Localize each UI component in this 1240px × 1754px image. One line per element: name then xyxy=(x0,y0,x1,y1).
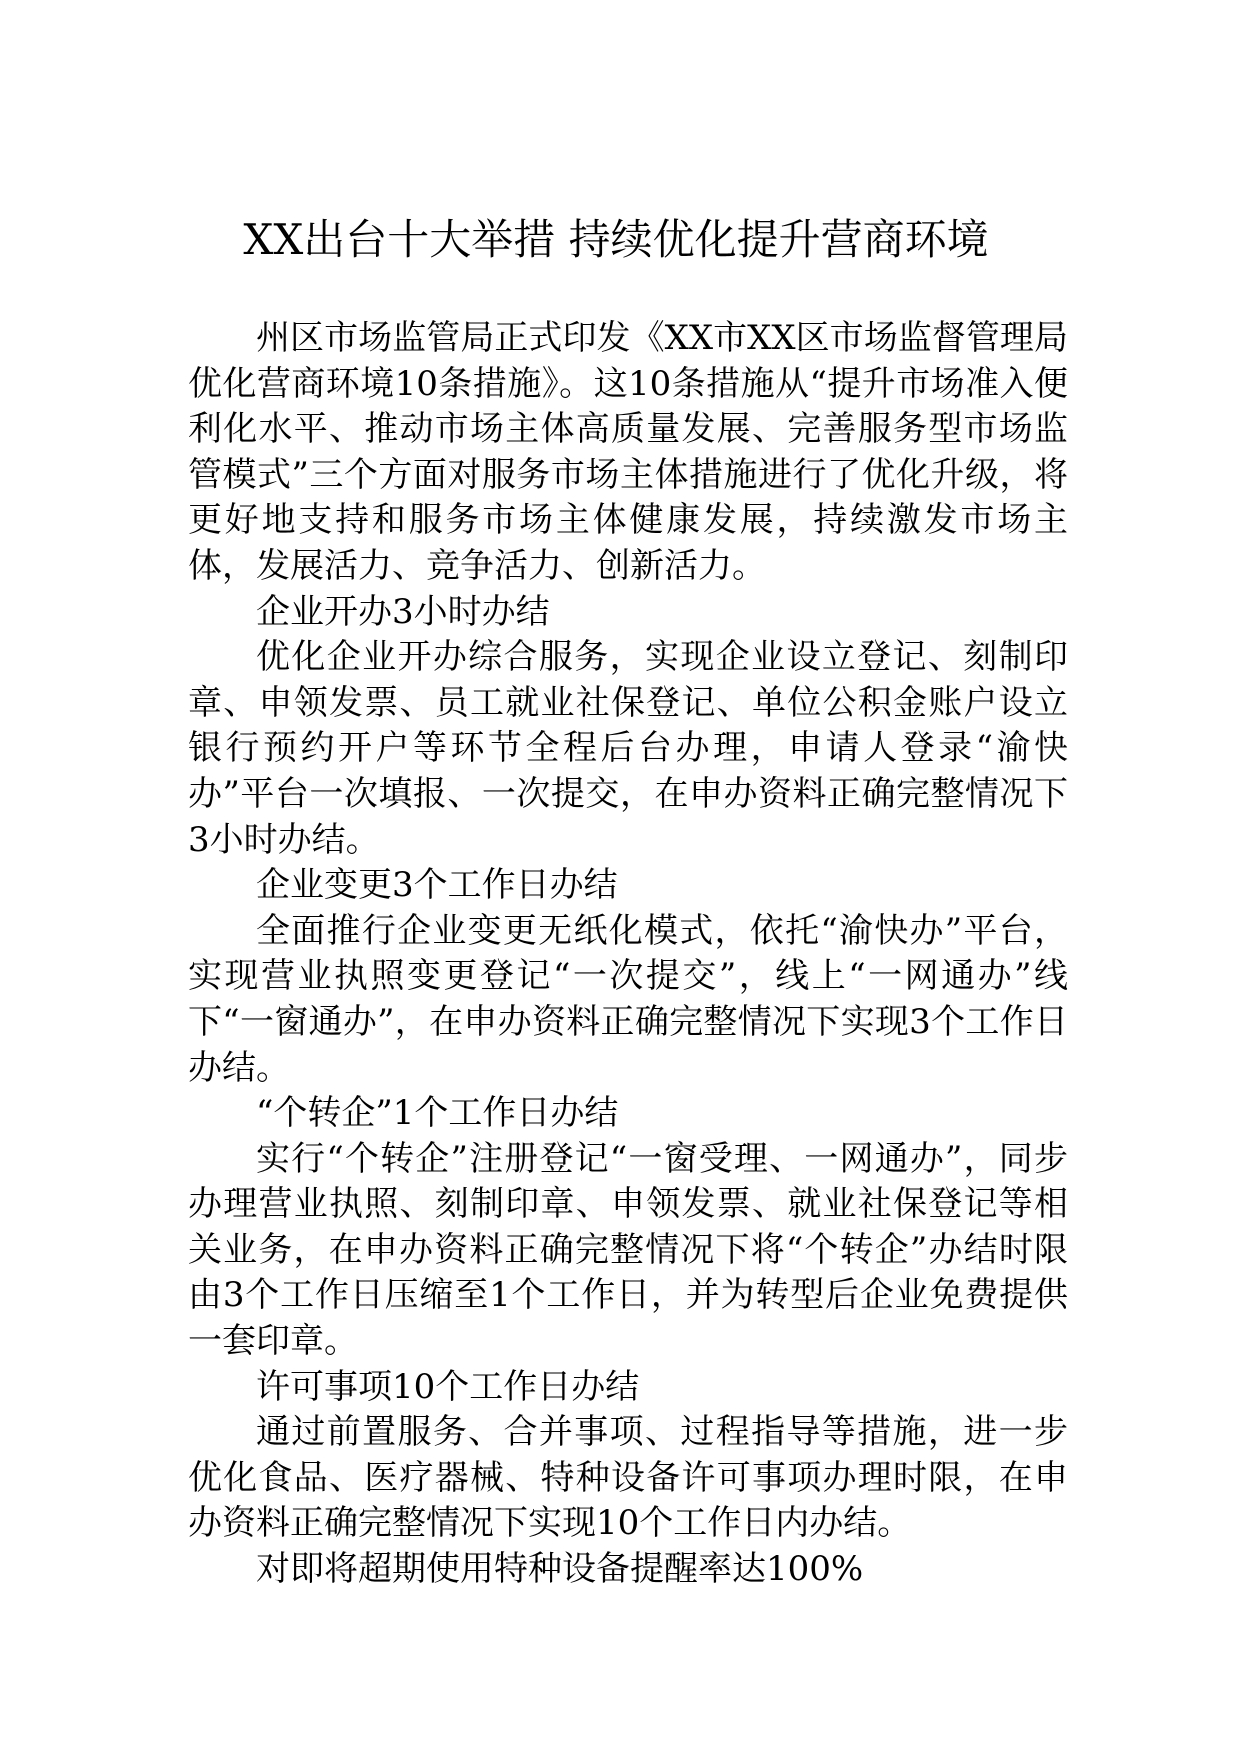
section-heading-special-equipment: 对即将超期使用特种设备提醒率达100% xyxy=(256,1549,864,1590)
section-heading-company-change: 企业变更3个工作日办结 xyxy=(256,865,618,906)
document-title: XX出台十大举措 持续优化提升营商环境 xyxy=(243,215,989,264)
document-body xyxy=(188,316,1068,1593)
section-heading-company-setup: 企业开办3小时办结 xyxy=(256,591,550,632)
intro-paragraph: 州区市场监管局正式印发《XX市XX区市场监督管理局优化营商环境10条措施》。这10条措施从“提升市场准入便利化水平、推动市场主体高质量发展、完善服务型市场监管模式”三个方面对服务市场主体措施进行了优化升级，将更好地支持和服务市场主体健康发展，持续激发市场主体，发展活力、竞争活力、创新活力。 xyxy=(188,318,1068,586)
document-page xyxy=(188,212,1068,1593)
section-heading-individual-to-enterprise: “个转企”1个工作日办结 xyxy=(256,1093,619,1134)
body-paragraph-individual-to-enterprise: 实行“个转企”注册登记“一窗受理、一网通办”，同步办理营业执照、刻制印章、申领发票、就业社保登记等相关业务，在申办资料正确完整情况下将“个转企”办结时限由3个工作日压缩至1个工作日，并为转型后企业免费提供一套印章。 xyxy=(188,1138,1068,1362)
body-paragraph-licensing: 通过前置服务、合并事项、过程指导等措施，进一步优化食品、医疗器械、特种设备许可事项办理时限，在申办资料正确完整情况下实现10个工作日内办结。 xyxy=(188,1412,1068,1544)
section-heading-licensing: 许可事项10个工作日办结 xyxy=(256,1366,640,1407)
body-paragraph-company-change: 全面推行企业变更无纸化模式，依托“渝快办”平台，实现营业执照变更登记“一次提交”，线上“一网通办”线下“一窗通办”，在申办资料正确完整情况下实现3个工作日办结。 xyxy=(188,910,1068,1088)
body-paragraph-company-setup: 优化企业开办综合服务，实现企业设立登记、刻制印章、申领发票、员工就业社保登记、单位公积金账户设立银行预约开户等环节全程后台办理，申请人登录“渝快办”平台一次填报、一次提交，在申办资料正确完整情况下3小时办结。 xyxy=(188,637,1068,860)
